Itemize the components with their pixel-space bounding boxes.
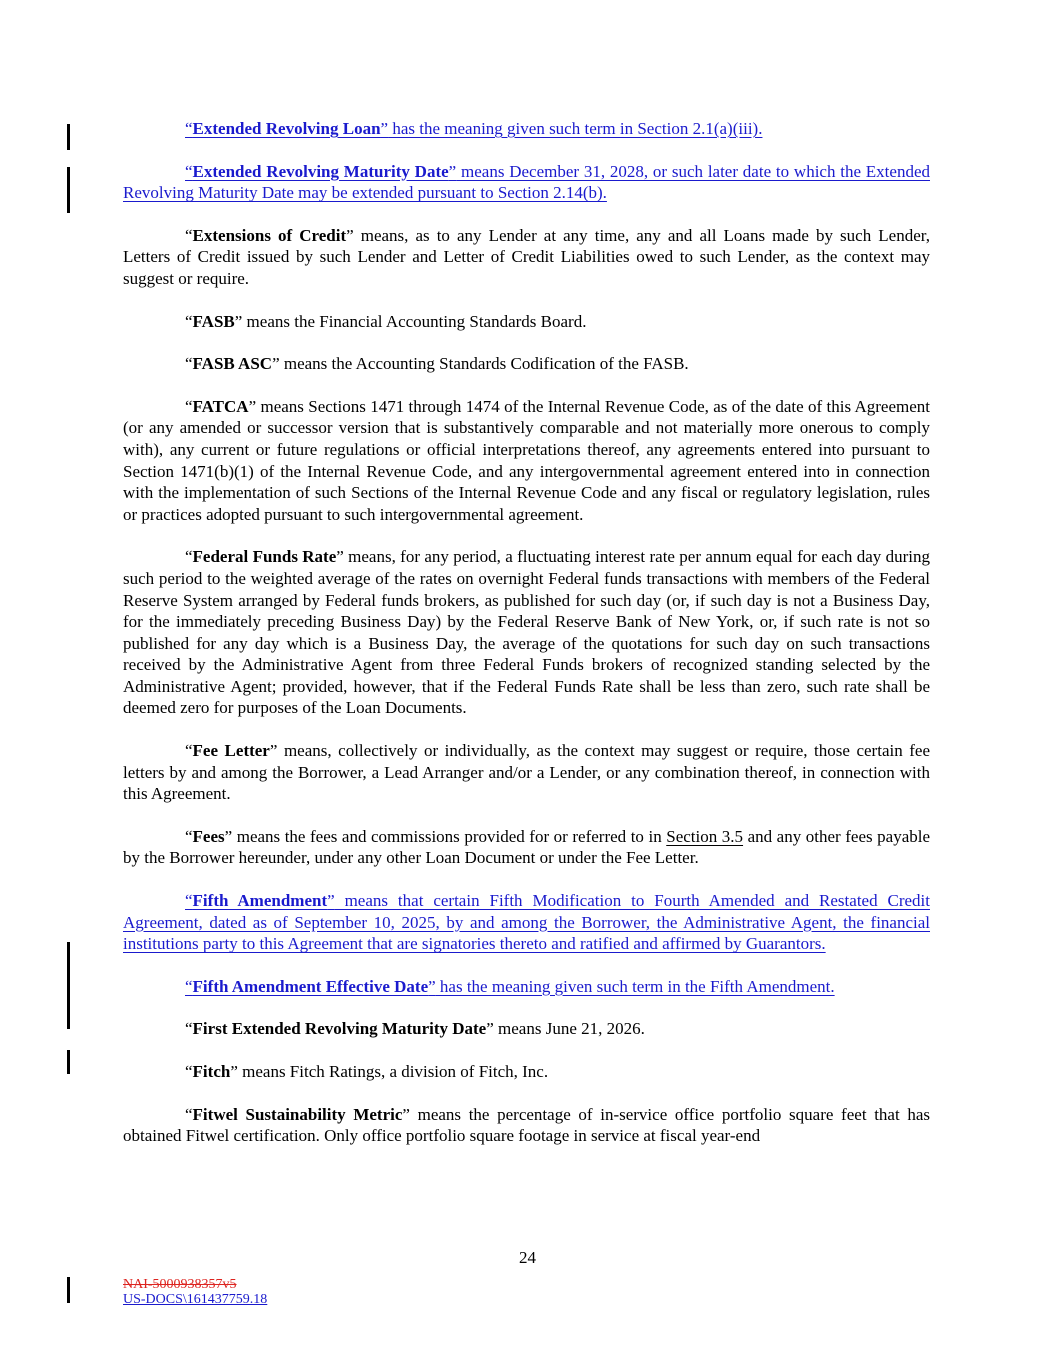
document-body [123, 118, 930, 1147]
defined-term: FASB ASC [192, 354, 273, 374]
definition-paragraph-fasb-asc [123, 353, 930, 375]
close-quote: ” [230, 1062, 238, 1081]
open-quote: “ [185, 354, 193, 374]
definition-paragraph-first-extended-revolving-maturity-date [123, 1018, 930, 1040]
open-quote: “ [185, 1019, 193, 1039]
definition-paragraph-extensions-of-credit [123, 225, 930, 290]
footer-deleted-doc-reference: NAI-5000938357v5 [123, 1277, 237, 1292]
defined-term: Fitch [192, 1062, 231, 1081]
definition-paragraph-fatca [123, 396, 930, 526]
definition-text: means, as to any Lender at any time, any and all Loans made by such Lender, Letters of Credit issued by such Lender and Letter of Credit Liabilities owed to such Lender, as the context may suggest or require. [123, 225, 930, 288]
change-bar [67, 167, 70, 213]
document-footer [123, 1277, 267, 1307]
change-bar [67, 1277, 70, 1303]
definition-text: means, for any period, a fluctuating interest rate per annum equal for each day during such period to the weighted average of the rates on overnight Federal funds transactions with members of the Federal Reserve System arranged by Federal funds brokers, as published for such day (or, if such day is not a Business Day, for the immediately preceding Business Day) by the Federal Reserve Bank of New York, or, if such rate is not so published for any day which is a Business Day, the average of the quotations for such day on such transactions received by the Administrative Agent from three Federal Funds brokers of recognized standing selected by the Administrative Agent; provided, however, that if the Federal Funds Rate shall be less than zero, such rate shall be deemed zero for purposes of the Loan Documents. [123, 547, 931, 718]
definition-paragraph-fasb [123, 311, 930, 333]
close-quote: ” [224, 826, 233, 846]
definition-paragraph-fifth-amendment [123, 890, 930, 955]
open-quote: “ [185, 396, 193, 416]
close-quote: ” [448, 161, 457, 181]
defined-term: Fifth Amendment Effective Date [192, 976, 429, 996]
definition-paragraph-extended-revolving-maturity-date [123, 161, 930, 204]
open-quote: “ [185, 1104, 193, 1124]
open-quote: “ [185, 311, 193, 331]
defined-term: Extended Revolving Maturity Date [192, 161, 449, 181]
definition-text: means Fitch Ratings, a division of Fitch, Inc. [237, 1062, 549, 1081]
open-quote: “ [185, 119, 193, 138]
open-quote: “ [185, 826, 193, 846]
footer-inserted-doc-reference: US-DOCS\161437759.18 [123, 1292, 268, 1307]
defined-term: Extended Revolving Loan [192, 119, 381, 138]
open-quote: “ [185, 1062, 193, 1081]
close-quote: ” [346, 225, 354, 245]
definition-text: means the Accounting Standards Codification of the FASB. [279, 354, 689, 374]
close-quote: ” [272, 354, 280, 374]
defined-term: Fee Letter [192, 741, 270, 761]
defined-term: FATCA [192, 396, 249, 416]
definition-text: means that certain Fifth Modification to Fourth Amended and Restated Credit Agreement, dated as of September 10, 2025, by and among the Borrower, the Administrative Agent, the financial institutions party to this Agreement that are signatories thereto and ratified and affirmed by Guarantors. [123, 891, 930, 954]
defined-term: FASB [192, 311, 235, 331]
open-quote: “ [185, 225, 193, 245]
open-quote: “ [185, 976, 193, 996]
open-quote: “ [185, 891, 193, 911]
close-quote: ” [327, 891, 335, 911]
close-quote: ” [380, 119, 389, 138]
close-quote: ” [486, 1019, 494, 1039]
close-quote: ” [428, 976, 436, 996]
definition-text: means the Financial Accounting Standards Board. [242, 311, 587, 331]
definition-text: means, collectively or individually, as the context may suggest or require, those certain fee letters by and among the Borrower, a Lead Arranger and/or a Lender, or any combination thereof, in connection with this Agreement. [123, 741, 930, 804]
definition-text: and any other fees payable by the Borrower hereunder, under any other Loan Document or under the Fee Letter. [123, 826, 931, 868]
defined-term: Extensions of Credit [192, 225, 347, 245]
defined-term: First Extended Revolving Maturity Date [192, 1019, 487, 1039]
section-3-5-reference: Section 3.5 [666, 826, 744, 846]
open-quote: “ [185, 161, 193, 181]
definition-text: means the fees and commissions provided for or referred to in [232, 826, 667, 846]
defined-term: Fifth Amendment [192, 891, 328, 911]
definition-text: means Sections 1471 through 1474 of the Internal Revenue Code, as of the date of this Agreement (or any amended or successor version that is substantively comparable and not materially more onerous to comply with), any current or future regulations or official interpretations thereof, any agreements entered into pursuant to Section 1471(b)(1) of the Internal Revenue Code, and any intergovernmental agreement entered into in connection with the implementation of such Sections of the Internal Revenue Code and any fiscal or regulatory legislation, rules or practices adopted pursuant to such intergovernmental agreement. [123, 396, 930, 524]
change-bar [67, 1050, 70, 1074]
close-quote: ” [402, 1104, 410, 1124]
definition-text: means December 31, 2028, or such later date to which the Extended Revolving Maturity Date may be extended pursuant to Section 2.14(b). [123, 161, 930, 203]
definition-paragraph-federal-funds-rate [123, 546, 930, 719]
definition-text: means June 21, 2026. [493, 1019, 645, 1039]
open-quote: “ [185, 741, 193, 761]
close-quote: ” [234, 311, 243, 331]
definition-text: means the percentage of in-service office portfolio square feet that has obtained Fitwel certification. Only office portfolio square footage in service at fiscal year-end [123, 1104, 931, 1146]
definition-paragraph-fees [123, 826, 930, 869]
definition-text: has the meaning given such term in Section 2.1(a)(iii). [388, 119, 763, 138]
definition-text: has the meaning given such term in the Fifth Amendment. [435, 976, 835, 996]
definition-paragraph-fitch [123, 1061, 930, 1083]
change-bar [67, 942, 70, 1029]
defined-term: Fitwel Sustainability Metric [192, 1104, 403, 1124]
page-number: 24 [519, 1248, 536, 1267]
close-quote: ” [269, 741, 278, 761]
close-quote: ” [248, 396, 257, 416]
open-quote: “ [185, 547, 193, 567]
definition-paragraph-fifth-amendment-effective-date [123, 976, 930, 998]
close-quote: ” [336, 547, 344, 567]
definition-paragraph-fitwel-sustainability-metric [123, 1104, 930, 1147]
defined-term: Fees [192, 826, 225, 846]
definition-paragraph-extended-revolving-loan [123, 118, 930, 140]
definition-paragraph-fee-letter [123, 740, 930, 805]
change-bar [67, 124, 70, 150]
defined-term: Federal Funds Rate [192, 547, 337, 567]
